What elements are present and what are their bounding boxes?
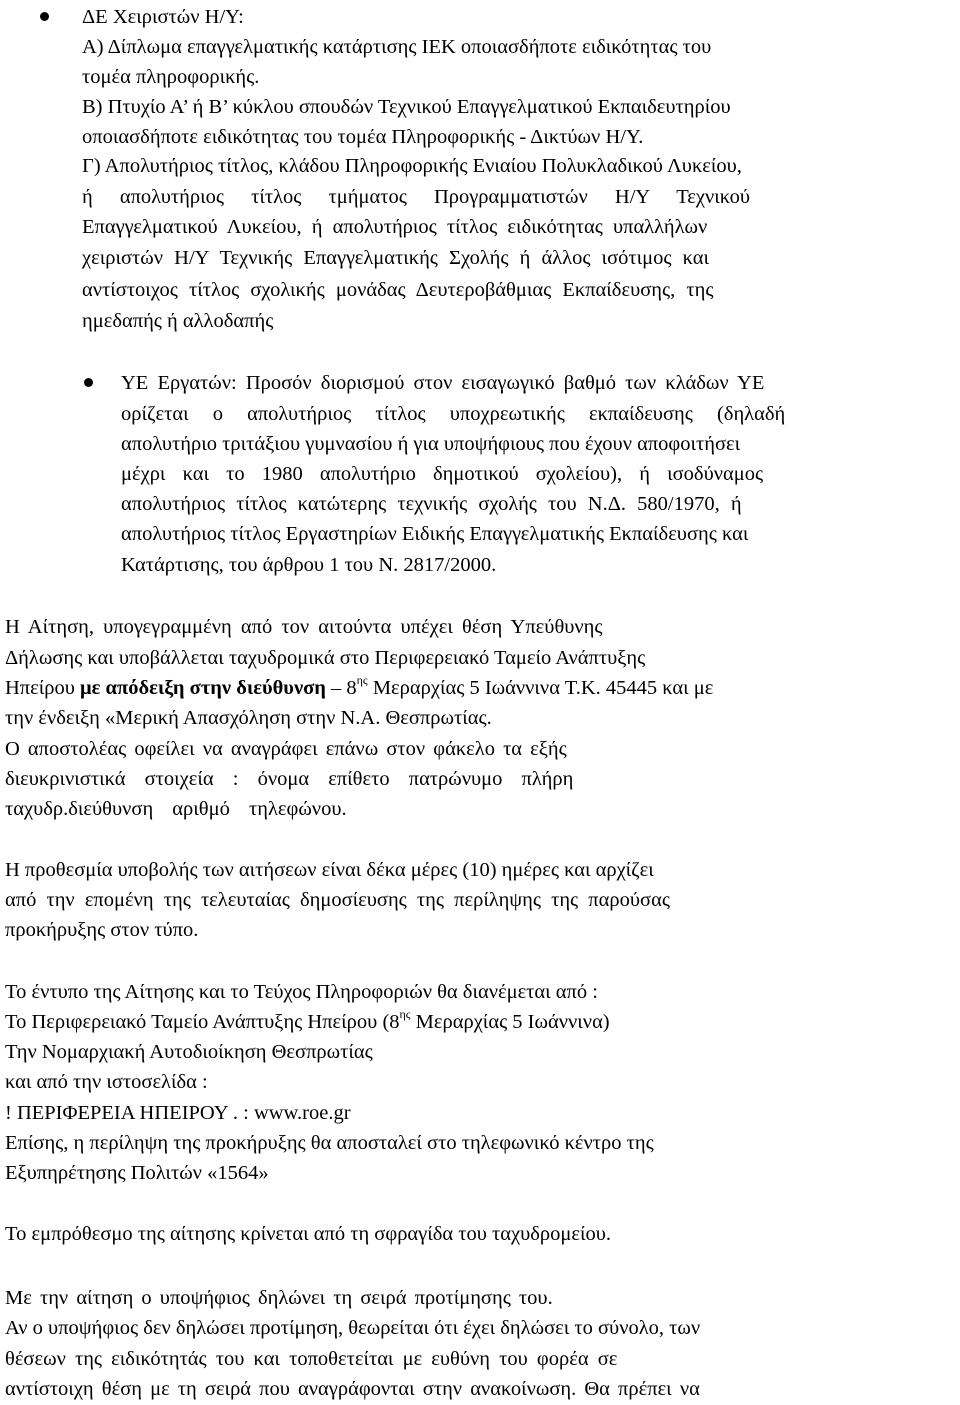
text-line: αντίστοιχος τίτλος σχολικής μονάδας Δευτεροβάθμιας Εκπαίδευσης, της	[82, 279, 714, 301]
text-line	[5, 1007, 610, 1034]
text-line: από την επομένη της τελευταίας δημοσίευσης της περίληψης της παρούσας	[5, 889, 670, 911]
section-heading-de: ΔΕ Χειριστών Η/Υ:	[82, 6, 244, 28]
text-line: Επίσης, η περίληψη της προκήρυξης θα αποσταλεί στο τηλεφωνικό κέντρο της	[5, 1132, 654, 1154]
text-line: τομέα πληροφορικής.	[82, 66, 260, 88]
text-line: οποιασδήποτε ειδικότητας του τομέα Πληροφορικής - Δικτύων Η/Υ.	[82, 126, 644, 148]
text-line: Γ) Απολυτήριος τίτλος, κλάδου Πληροφορικής Ενιαίου Πολυκλαδικού Λυκείου,	[82, 155, 742, 177]
text-line: Επαγγελματικού Λυκείου, ή απολυτήριος τίτλος ειδικότητας υπαλλήλων	[82, 216, 708, 238]
text-line: Ο αποστολέας οφείλει να αναγράφει επάνω στον φάκελο τα εξής	[5, 738, 567, 760]
text-line	[5, 673, 714, 700]
text-line: μέχρι και το 1980 απολυτήριο δημοτικού σχολείου), ή ισοδύναμος	[121, 463, 764, 485]
text-line: Η Αίτηση, υπογεγραμμένη από τον αιτούντα υπέχει θέση Υπεύθυνης	[5, 616, 603, 638]
text-line: Το έντυπο της Αίτησης και το Τεύχος Πληροφοριών θα διανέμεται από :	[5, 981, 598, 1003]
text-line: Β) Πτυχίο Α’ ή Β’ κύκλου σπουδών Τεχνικού Επαγγελματικού Εκπαιδευτηρίου	[82, 96, 731, 118]
superscript: ης	[356, 673, 368, 688]
text-line: απολυτήριος τίτλος κατώτερης τεχνικής σχολής του Ν.Δ. 580/1970, ή	[121, 493, 742, 515]
text-line: ημεδαπής ή αλλοδαπής	[82, 310, 274, 332]
text-line: Η προθεσμία υποβολής των αιτήσεων είναι δέκα μέρες (10) ημέρες και αρχίζει	[5, 859, 654, 881]
text-line: διευκρινιστικά στοιχεία : όνομα επίθετο πατρώνυμο πλήρη	[5, 768, 574, 790]
text-line: Με την αίτηση ο υποψήφιος δηλώνει τη σειρά προτίμησης του.	[5, 1287, 553, 1309]
text-line: Κατάρτισης, του άρθρου 1 του Ν. 2817/2000.	[121, 554, 497, 576]
text-line: Το εμπρόθεσμο της αίτησης κρίνεται από τη σφραγίδα του ταχυδρομείου.	[5, 1223, 612, 1245]
superscript: ης	[399, 1007, 411, 1022]
text-span: Μεραρχίας 5 Ιωάννινα Τ.Κ. 45445 και με	[367, 677, 714, 699]
text-line: Α) Δίπλωμα επαγγελματικής κατάρτισης ΙΕΚ οποιασδήποτε ειδικότητας του	[82, 36, 712, 58]
text-line: θέσεων της ειδικότητάς του και τοποθετείται με ευθύνη του φορέα σε	[5, 1348, 618, 1370]
text-line: απολυτήριο τριτάξιου γυμνασίου ή για υποψήφιους που έχουν αποφοιτήσει	[121, 433, 741, 455]
text-line: την ένδειξη «Μερική Απασχόληση στην Ν.Α. Θεσπρωτίας.	[5, 707, 492, 729]
bullet-icon	[40, 12, 49, 21]
text-line: Δήλωσης και υποβάλλεται ταχυδρομικά στο Περιφερειακό Ταμείο Ανάπτυξης	[5, 647, 646, 669]
text-line: προκήρυξης στον τύπο.	[5, 919, 199, 941]
text-line: ταχυδρ.διεύθυνση αριθμό τηλεφώνου.	[5, 798, 347, 820]
text-line: Την Νομαρχιακή Αυτοδιοίκηση Θεσπρωτίας	[5, 1041, 373, 1063]
text-line: ή απολυτήριος τίτλος τμήματος Προγραμματιστών Η/Υ Τεχνικού	[82, 186, 751, 208]
text-line: Εξυπηρέτησης Πολιτών «1564»	[5, 1162, 269, 1184]
text-line: ορίζεται ο απολυτήριος τίτλος υποχρεωτικής εκπαίδευσης (δηλαδή	[121, 403, 786, 425]
bullet-icon	[84, 378, 93, 387]
text-line: αντίστοιχη θέση με τη σειρά που αναγράφονται στην ανακοίνωση. Θα πρέπει να	[5, 1378, 700, 1400]
text-line: απολυτήριος τίτλος Εργαστηρίων Ειδικής Επαγγελματικής Εκπαίδευσης και	[121, 523, 749, 545]
text-line: και από την ιστοσελίδα :	[5, 1071, 208, 1093]
website-line: ! ΠΕΡΙΦΕΡΕΙΑ ΗΠΕΙΡΟΥ . : www.roe.gr	[5, 1102, 351, 1124]
text-line: ΥΕ Εργατών: Προσόν διορισμού στον εισαγωγικό βαθμό των κλάδων ΥΕ	[121, 372, 765, 394]
bold-text: με απόδειξη στην διεύθυνση	[80, 677, 326, 699]
text-span: Μεραρχίας 5 Ιωάννινα)	[410, 1011, 610, 1033]
text-span: Ηπείρου	[5, 677, 81, 699]
text-span: Το Περιφερειακό Ταμείο Ανάπτυξης Ηπείρου (8	[5, 1011, 400, 1033]
text-span: – 8	[325, 677, 357, 699]
text-line: χειριστών Η/Υ Τεχνικής Επαγγελματικής Σχολής ή άλλος ισότιμος και	[82, 247, 710, 269]
text-line: Αν ο υποψήφιος δεν δηλώσει προτίμηση, θεωρείται ότι έχει δηλώσει το σύνολο, των	[5, 1317, 701, 1339]
